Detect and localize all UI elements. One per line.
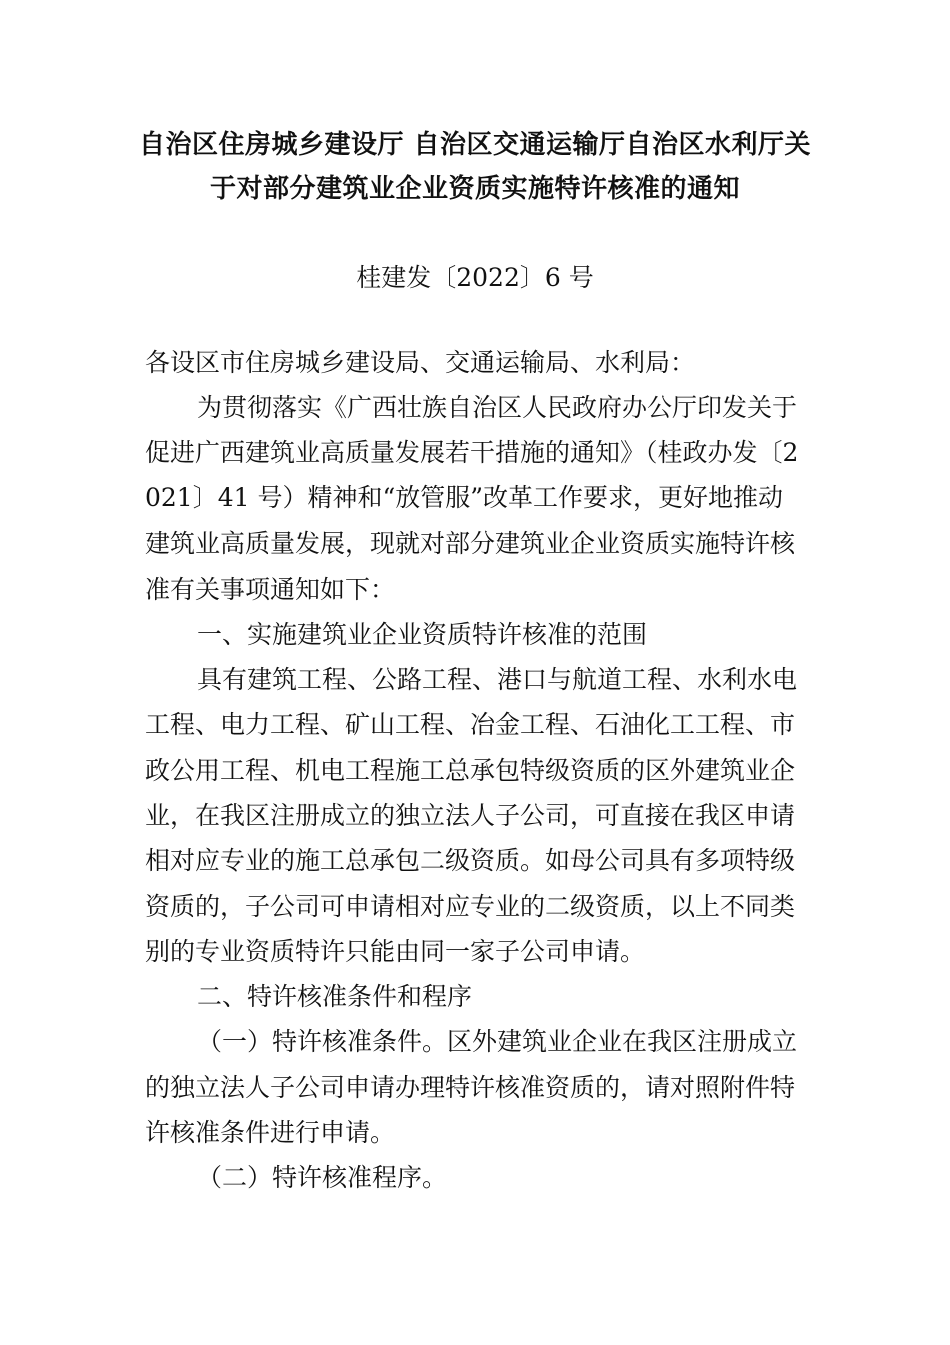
body-line: 资质的，子公司可申请相对应专业的二级资质，以上不同类 [145,892,796,921]
document-title-line-2: 于对部分建筑业企业资质实施特许核准的通知 [209,174,740,204]
body-line: 业，在我区注册成立的独立法人子公司，可直接在我区申请 [145,801,796,830]
body-line: 021〕41 号）精神和“放管服”改革工作要求，更好地推动 [145,483,784,512]
body-line: 的独立法人子公司申请办理特许核准资质的，请对照附件特 [145,1073,796,1102]
document-number: 桂建发〔2022〕6 号 [356,263,594,292]
body-line: 为贯彻落实《广西壮族自治区人民政府办公厅印发关于 [197,393,798,422]
body-line: 别的专业资质特许只能由同一家子公司申请。 [145,937,646,966]
body-line: 建筑业高质量发展，现就对部分建筑业企业资质实施特许核 [145,529,796,558]
body-line: 具有建筑工程、公路工程、港口与航道工程、水利水电 [197,665,798,694]
salutation: 各设区市住房城乡建设局、交通运输局、水利局： [145,348,696,377]
subsection-heading-1: （一）特许核准条件。区外建筑业企业在我区注册成立 [197,1027,798,1056]
body-line: 促进广西建筑业高质量发展若干措施的通知》（桂政办发〔2 [145,438,799,467]
section-heading-2: 二、特许核准条件和程序 [197,982,473,1011]
body-line: 许核准条件进行申请。 [145,1118,396,1147]
document-title-line-1: 自治区住房城乡建设厅 自治区交通运输厅自治区水利厅关 [138,130,812,160]
body-line: 准有关事项通知如下： [145,575,396,604]
body-line: 工程、电力工程、矿山工程、冶金工程、石油化工工程、市 [145,710,796,739]
section-heading-1: 一、实施建筑业企业资质特许核准的范围 [197,620,648,649]
body-line: 政公用工程、机电工程施工总承包特级资质的区外建筑业企 [145,756,796,785]
subsection-heading-2: （二）特许核准程序。 [197,1163,448,1192]
body-line: 相对应专业的施工总承包二级资质。如母公司具有多项特级 [145,846,796,875]
